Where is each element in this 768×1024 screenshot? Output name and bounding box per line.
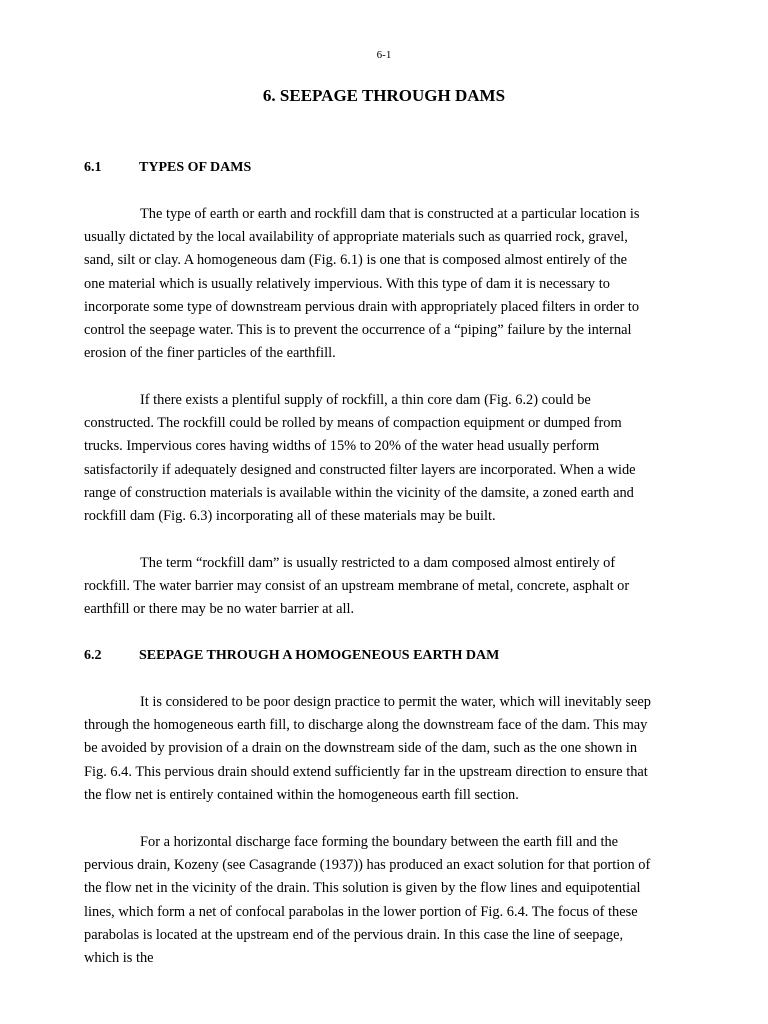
section-title: TYPES OF DAMS [139,160,252,175]
section-number: 6.1 [84,160,102,175]
text-line: For a horizontal discharge face forming the boundary between the earth fill and the [140,834,619,850]
text-line: The type of earth or earth and rockfill dam that is constructed at a particular location is [140,206,640,222]
section-heading-6-2 [84,648,499,664]
text-line: which is the [84,950,154,967]
text-line: be avoided by provision of a drain on the downstream side of the dam, such as the one shown in [84,740,638,757]
text-line: sand, silt or clay. A homogeneous dam (Fig. 6.1) is one that is composed almost entirely of the [84,252,628,269]
text-line: range of construction materials is available within the vicinity of the damsite, a zoned earth and [84,484,634,501]
text-line: the flow net is entirely contained within the homogeneous earth fill section. [84,786,519,803]
paragraph-rockfill-dam [84,552,700,622]
text-line: through the homogeneous earth fill, to discharge along the downstream face of the dam. This may [84,717,648,734]
page-number: 6-1 [376,49,392,61]
text-line: constructed. The rockfill could be rolled by means of compaction equipment or dumped from [84,415,622,432]
chapter-title: 6. SEEPAGE THROUGH DAMS [262,86,506,105]
text-line: Fig. 6.4. This pervious drain should extend sufficiently far in the upstream direction to ensure that [84,763,648,780]
section-title: SEEPAGE THROUGH A HOMOGENEOUS EARTH DAM [139,648,500,663]
section-heading-6-1 [84,160,251,176]
text-line: lines, which form a net of confocal parabolas in the lower portion of Fig. 6.4. The focus of these [84,903,638,920]
text-line: trucks. Impervious cores having widths of 15% to 20% of the water head usually perform [84,438,600,455]
text-line: incorporate some type of downstream pervious drain with appropriately placed filters in order to [84,298,640,315]
text-line: control the seepage water. This is to prevent the occurrence of a “piping” failure by the internal [84,322,632,339]
text-line: rockfill. The water barrier may consist of an upstream membrane of metal, concrete, asphalt or [84,578,630,595]
section-number: 6.2 [84,648,102,663]
paragraph-thin-core-dam [84,389,700,528]
text-line: erosion of the finer particles of the earthfill. [84,345,336,362]
paragraph-types-of-dams [84,203,700,365]
paragraph-poor-design-practice [84,691,700,807]
text-line: one material which is usually relatively impervious. With this type of dam it is necessary to [84,275,610,292]
text-line: earthfill or there may be no water barrier at all. [84,601,355,618]
text-line: satisfactorily if adequately designed and constructed filter layers are incorporated. When a wide [84,461,636,478]
text-line: It is considered to be poor design practice to permit the water, which will inevitably seep [140,694,651,710]
text-line: the flow net in the vicinity of the drain. This solution is given by the flow lines and equipotential [84,880,641,897]
text-line: rockfill dam (Fig. 6.3) incorporating all of these materials may be built. [84,508,496,525]
paragraph-kozeny-solution [84,831,700,970]
text-line: parabolas is located at the upstream end of the pervious drain. In this case the line of seepage, [84,926,624,943]
text-line: pervious drain, Kozeny (see Casagrande (1937)) has produced an exact solution for that portion of [84,857,651,874]
text-line: The term “rockfill dam” is usually restricted to a dam composed almost entirely of [140,555,616,571]
text-line: If there exists a plentiful supply of rockfill, a thin core dam (Fig. 6.2) could be [140,392,591,408]
text-line: usually dictated by the local availability of appropriate materials such as quarried rock, gravel, [84,229,628,246]
